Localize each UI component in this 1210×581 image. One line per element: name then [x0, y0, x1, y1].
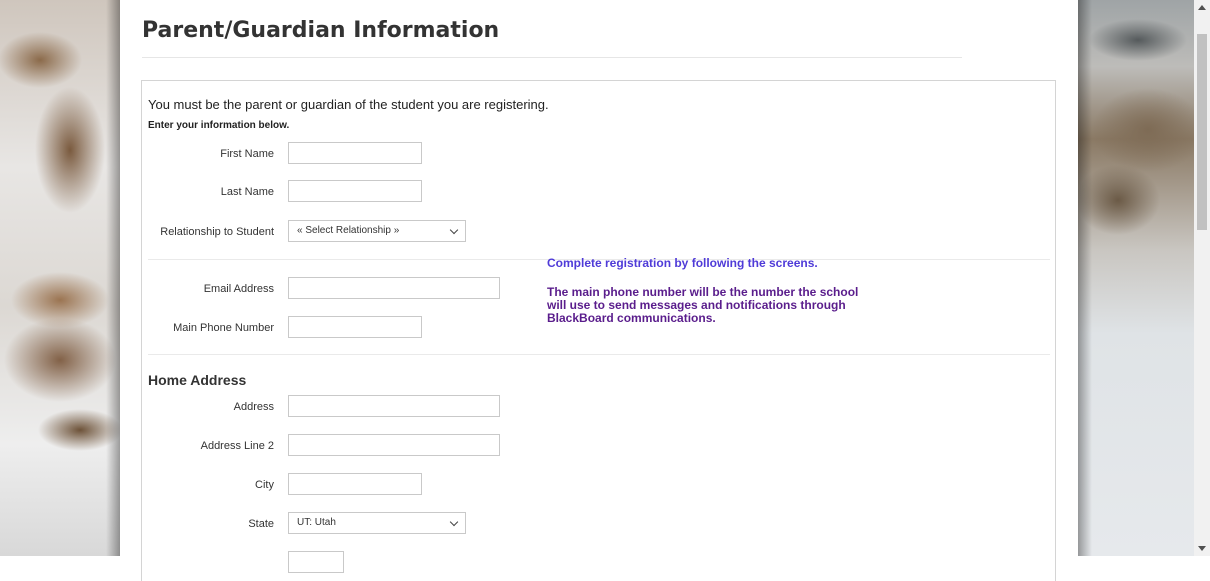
relationship-select[interactable] [288, 220, 466, 242]
last-name-label: Last Name [220, 186, 274, 198]
address-line-2-label: Address Line 2 [200, 440, 274, 452]
page-scrollbar[interactable] [1194, 0, 1210, 556]
page-title: Parent/Guardian Information [142, 18, 500, 43]
last-name-field[interactable] [288, 180, 422, 202]
scroll-down-icon[interactable] [1198, 546, 1206, 551]
address-field[interactable] [288, 395, 500, 417]
main-phone-field[interactable] [288, 316, 422, 338]
state-label: State [248, 518, 274, 530]
address-line-2-field[interactable] [288, 434, 500, 456]
intro-text: You must be the parent or guardian of the student you are registering. [148, 97, 549, 112]
instructions-text: Enter your information below. [148, 120, 290, 131]
main-phone-label: Main Phone Number [173, 322, 274, 334]
background-image-right [1078, 0, 1194, 556]
address-label: Address [233, 401, 274, 413]
email-field[interactable] [288, 277, 500, 299]
chevron-down-icon [450, 226, 458, 234]
zip-field[interactable] [288, 551, 344, 573]
chevron-down-icon [450, 518, 458, 526]
scroll-thumb[interactable] [1197, 34, 1207, 230]
phone-info-note: The main phone number will be the number the school will use to send messages and notifications through BlackBoard communications. [547, 285, 859, 325]
city-field[interactable] [288, 473, 422, 495]
email-label: Email Address [203, 283, 274, 295]
section-divider [148, 354, 1050, 355]
background-image-left [0, 0, 120, 556]
relationship-selected-value: « Select Relationship » [297, 225, 400, 236]
first-name-field[interactable] [288, 142, 422, 164]
state-selected-value: UT: Utah [297, 517, 336, 528]
first-name-label: First Name [220, 148, 274, 160]
city-label: City [255, 479, 274, 491]
title-divider [142, 57, 962, 58]
home-address-heading: Home Address [148, 372, 247, 388]
form-panel [141, 80, 1056, 581]
scroll-up-icon[interactable] [1198, 5, 1206, 10]
registration-note: Complete registration by following the screens. [547, 256, 818, 270]
main-content [120, 0, 1078, 556]
state-select[interactable] [288, 512, 466, 534]
relationship-label: Relationship to Student [160, 226, 274, 238]
